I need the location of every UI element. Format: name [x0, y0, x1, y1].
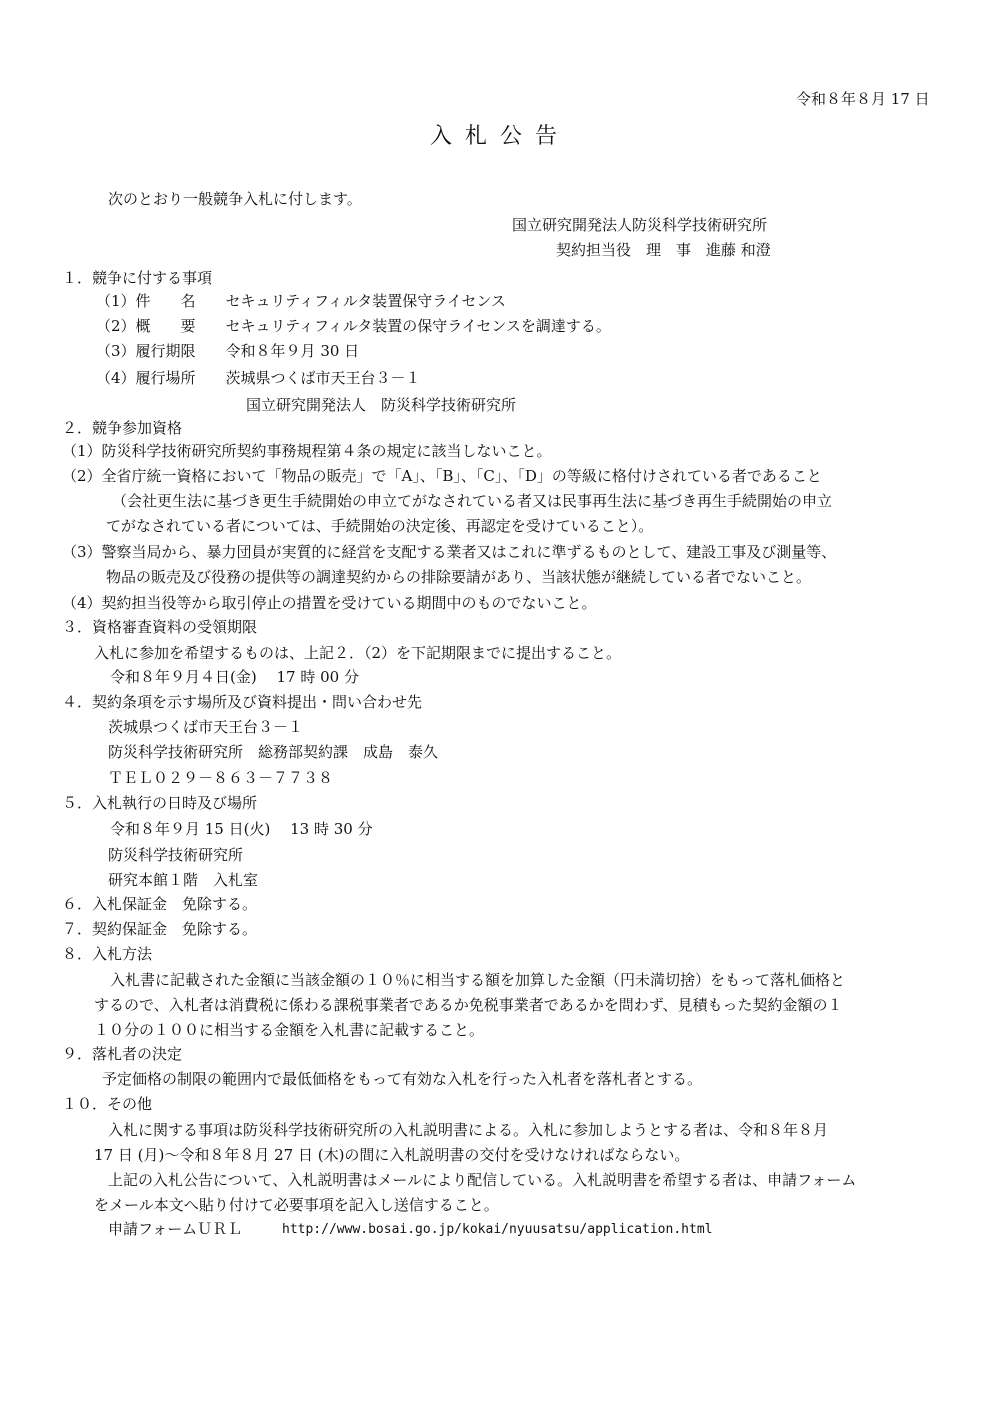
section-10-line-1: 入札に関する事項は防災科学技術研究所の入札説明書による。入札に参加しようとする者は、令和８年８月: [108, 1121, 829, 1139]
section-2-item-1: （1）防災科学技術研究所契約事務規程第４条の規定に該当しないこと。: [62, 442, 552, 460]
section-5-heading: ５．入札執行の日時及び場所: [62, 794, 258, 812]
intro-text: 次のとおり一般競争入札に付します。: [108, 190, 362, 208]
section-1-item-4: （4）履行場所 茨城県つくば市天王台３－１: [96, 369, 421, 387]
issuer-org: 国立研究開発法人防災科学技術研究所: [512, 216, 768, 234]
section-6: ６．入札保証金 免除する。: [62, 895, 258, 913]
section-4-heading: ４．契約条項を示す場所及び資料提出・問い合わせ先: [62, 693, 423, 711]
section-1-heading: １．競争に付する事項: [62, 269, 213, 287]
section-3-deadline: 令和８年９月４日(金) 17 時 00 分: [110, 668, 359, 686]
section-9-line-1: 予定価格の制限の範囲内で最低価格をもって有効な入札を行った入札者を落札者とする。: [102, 1070, 703, 1088]
section-2-item-3-cont: 物品の販売及び役務の提供等の調達契約からの排除要請があり、当該状態が継続している者でないこと。: [106, 568, 812, 586]
section-8-line-1: 入札書に記載された金額に当該金額の１０％に相当する額を加算した金額（円未満切捨）をもって落札価格と: [110, 971, 846, 989]
section-2-item-2: （2）全省庁統一資格において「物品の販売」で「A」、「B」、「C」、「D」の等級に格付けされている者であること: [62, 467, 822, 485]
section-8-line-3: １０分の１００に相当する金額を入札書に記載すること。: [94, 1021, 485, 1039]
section-1-item-2: （2）概 要 セキュリティフィルタ装置の保守ライセンスを調達する。: [96, 317, 611, 335]
application-form-url[interactable]: http://www.bosai.go.jp/kokai/nyuusatsu/application.html: [282, 1222, 713, 1237]
section-3-line-1: 入札に参加を希望するものは、上記２．（2）を下記期限までに提出すること。: [94, 644, 622, 662]
section-2-item-3: （3）警察当局から、暴力団員が実質的に経営を支配する業者又はこれに準ずるものとして、建設工事及び測量等、: [62, 543, 837, 561]
issuer-officer: 契約担当役 理 事 進藤 和澄: [556, 241, 771, 259]
section-2-heading: ２．競争参加資格: [62, 419, 183, 437]
section-2-item-2-cont-2: てがなされている者については、手続開始の決定後、再認定を受けていること）。: [106, 517, 654, 535]
section-5-datetime: 令和８年９月 15 日(火) 13 時 30 分: [110, 820, 373, 838]
notice-date: 令和８年８月 17 日: [796, 90, 930, 108]
section-1-item-1: （1）件 名 セキュリティフィルタ装置保守ライセンス: [96, 292, 506, 310]
section-4-address: 茨城県つくば市天王台３－１: [108, 718, 304, 736]
section-3-heading: ３．資格審査資料の受領期限: [62, 618, 258, 636]
notice-title: 入札公告: [429, 124, 570, 149]
section-1-item-3: （3）履行期限 令和８年９月 30 日: [96, 342, 360, 360]
section-2-item-2-cont-1: （会社更生法に基づき更生手続開始の申立てがなされている者又は民事再生法に基づき再生手続開始の申立: [112, 492, 833, 510]
section-5-place: 防災科学技術研究所: [108, 846, 244, 864]
section-7: ７．契約保証金 免除する。: [62, 920, 258, 938]
section-2-item-4: （4）契約担当役等から取引停止の措置を受けている期間中のものでないこと。: [62, 594, 597, 612]
section-10-line-3: 上記の入札公告について、入札説明書はメールにより配信している。入札説明書を希望する者は、申請フォーム: [108, 1171, 857, 1189]
section-8-heading: ８．入札方法: [62, 945, 153, 963]
section-8-line-2: するので、入札者は消費税に係わる課税事業者であるか免税事業者であるかを問わず、見積もった契約金額の１: [94, 996, 843, 1014]
section-10-line-2: 17 日 (月)～令和８年８月 27 日 (木)の間に入札説明書の交付を受けなければならない。: [94, 1146, 690, 1164]
section-10-line-4: をメール本文へ貼り付けて必要事項を記入し送信すること。: [94, 1196, 499, 1214]
section-5-room: 研究本館１階 入札室: [108, 871, 259, 889]
section-4-phone: ＴＥＬ０２９－８６３－７７３８: [108, 769, 334, 787]
section-1-item-4-cont: 国立研究開発法人 防災科学技術研究所: [246, 396, 517, 414]
application-form-label: 申請フォームＵＲＬ: [108, 1220, 243, 1238]
section-9-heading: ９．落札者の決定: [62, 1045, 183, 1063]
section-4-contact: 防災科学技術研究所 総務部契約課 成島 泰久: [108, 743, 439, 761]
section-10-heading: １０．その他: [62, 1095, 153, 1113]
